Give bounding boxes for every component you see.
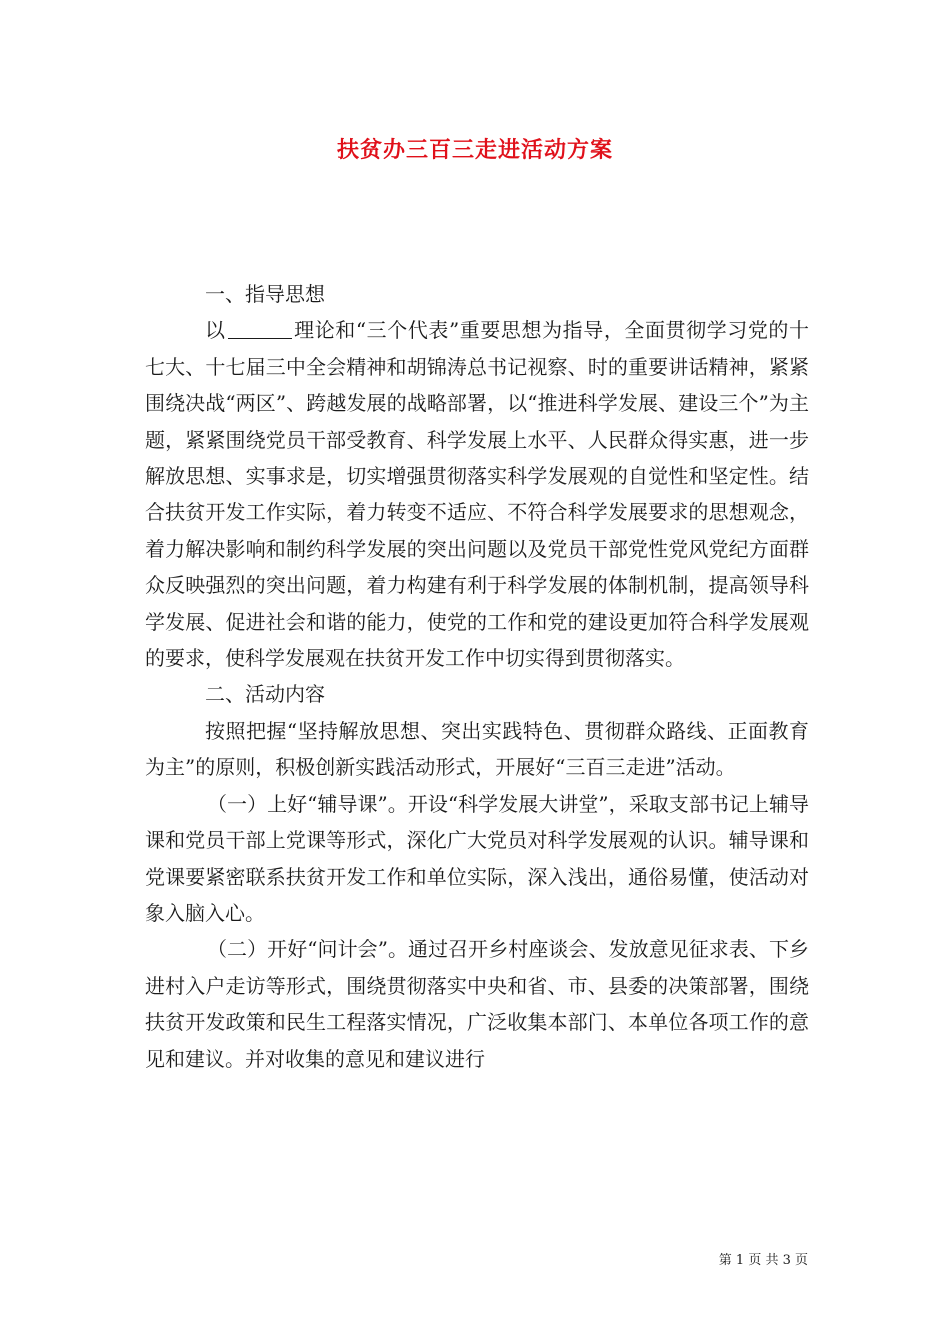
section-heading-activity-content: 二、活动内容	[205, 682, 325, 707]
section-heading-guiding-ideology: 一、指导思想	[205, 282, 325, 306]
paragraph-text-before-blank: 以	[205, 318, 226, 343]
paragraph-text-after-blank: 理论和“三个代表”重要思想为指导，全面贯彻学习党的十七大、十七届三中全会精神和胡锦涛总书记视察、时的重要讲话精神，紧紧围绕决战“两区”、跨越发展的战略部署，以“推进科学发展、建设三个”为主题，紧紧围绕党员干部受教育、科学发展上水平、人民群众得实惠，进一步解放思想、实事求是，切实增强贯彻落实科学发展观的自觉性和坚定性。结合扶贫开发工作实际，着力转变不适应、不符合科学发展要求的思想观念，着力解决影响和制约科学发展的突出问题以及党员干部党性党风党纪方面群众反映强烈的突出问题，着力构建有利于科学发展的体制机制，提高领导科学发展、促进社会和谐的能力，使党的工作和党的建设更加符合科学发展观的要求，使科学发展观在扶贫开发工作中切实得到贯彻落实。	[145, 318, 809, 671]
document-body	[145, 276, 809, 1077]
paragraph-item-1: （一）上好“辅导课”。开设“科学发展大讲堂”，采取支部书记上辅导课和党员干部上党课等形式，深化广大党员对科学发展观的认识。辅导课和党课要紧密联系扶贫开发工作和单位实际，深入浅出，通俗易懂，使活动对象入脑入心。	[145, 791, 809, 925]
fill-in-blank	[228, 318, 292, 339]
paragraph-activity-intro: 按照把握“坚持解放思想、突出实践特色、贯彻群众路线、正面教育为主”的原则，积极创新实践活动形式，开展好“三百三走进”活动。	[145, 718, 809, 780]
paragraph-item-2: （二）开好“问计会”。通过召开乡村座谈会、发放意见征求表、下乡进村入户走访等形式，围绕贯彻落实中央和省、市、县委的决策部署，围绕扶贫开发政策和民生工程落实情况，广泛收集本部门、本单位各项工作的意见和建议。并对收集的意见和建议进行	[145, 937, 809, 1071]
paragraph-guiding-ideology	[145, 312, 809, 676]
document-title: 扶贫办三百三走进活动方案	[336, 137, 613, 163]
page-footer: 第 1 页 共 3 页	[718, 1253, 808, 1268]
